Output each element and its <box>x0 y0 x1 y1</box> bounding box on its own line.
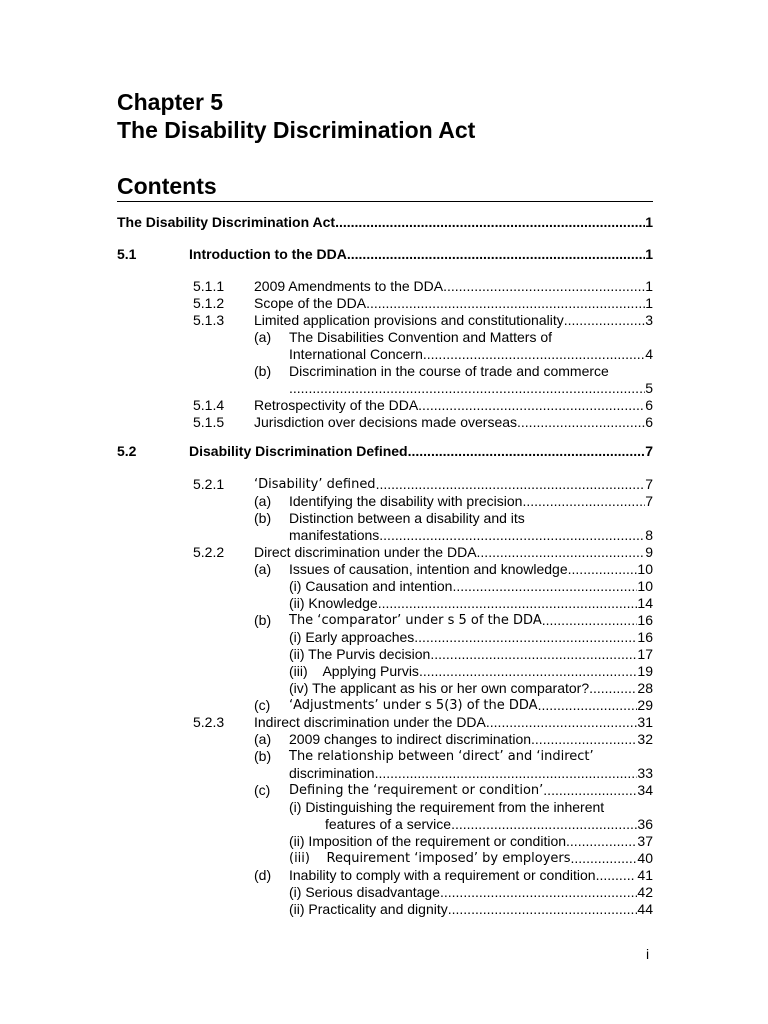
toc-page: 6 <box>645 397 653 413</box>
contents-heading: Contents <box>117 173 217 199</box>
toc-entry[interactable] <box>289 595 653 612</box>
toc-number: 5.1 <box>117 246 137 262</box>
toc-title: The Disability Discrimination Act <box>117 214 336 230</box>
toc-entry[interactable] <box>117 214 653 231</box>
chapter-title <box>117 88 475 144</box>
toc-page: 37 <box>637 833 653 849</box>
toc-title: Direct discrimination under the DDA <box>254 544 477 560</box>
toc-title: (ii) Knowledge <box>289 595 378 611</box>
toc-number: 5.2.1 <box>193 476 225 492</box>
toc-page: 28 <box>637 680 653 696</box>
toc-number: 5.2.2 <box>193 544 225 560</box>
toc-title: Indirect discrimination under the DDA <box>254 714 486 730</box>
toc-entry[interactable] <box>254 765 653 782</box>
toc-page: 16 <box>637 629 653 645</box>
toc-page: 7 <box>645 493 653 509</box>
toc-entry[interactable] <box>289 799 653 816</box>
toc-title: International Concern <box>289 346 423 362</box>
toc-page: 5 <box>645 380 653 396</box>
toc-entry[interactable] <box>289 578 653 595</box>
toc-page: 1 <box>645 246 653 262</box>
toc-title: (ii) Imposition of the requirement or condition <box>289 833 567 849</box>
toc-page: 3 <box>645 312 653 328</box>
toc-title: The relationship between ‘direct’ and ‘indirect’ <box>289 749 594 764</box>
toc-page: 31 <box>637 714 653 730</box>
toc-title: 2009 changes to indirect discrimination <box>289 731 532 747</box>
toc-title: Disability Discrimination Defined <box>189 443 408 459</box>
toc-entry[interactable] <box>254 493 653 510</box>
toc-number: (c) <box>254 782 271 798</box>
toc-page: 36 <box>637 816 653 832</box>
toc-entry[interactable] <box>289 816 653 833</box>
toc-page: 1 <box>645 295 653 311</box>
toc-entry[interactable] <box>289 680 653 697</box>
toc-entry[interactable] <box>117 443 653 460</box>
toc-entry[interactable] <box>289 646 653 663</box>
toc-entry[interactable] <box>254 612 653 629</box>
toc-number: (d) <box>254 867 272 883</box>
toc-entry[interactable] <box>193 414 653 431</box>
toc-number: 5.1.5 <box>193 414 225 430</box>
toc-entry[interactable] <box>289 850 653 867</box>
toc-number: (b) <box>254 748 272 764</box>
toc-title: The ‘comparator’ under s 5 of the DDA <box>289 613 542 628</box>
toc-page: 4 <box>645 346 653 362</box>
toc-title: Retrospectivity of the DDA <box>254 397 419 413</box>
toc-title: discrimination <box>289 765 375 781</box>
toc-number: (a) <box>254 561 272 577</box>
chapter-name: The Disability Discrimination Act <box>117 117 476 143</box>
toc-page: 7 <box>645 443 653 459</box>
toc-title: (ii) The Purvis decision <box>289 646 431 662</box>
toc-title: Issues of causation, intention and knowledge <box>289 561 568 577</box>
chapter-number: Chapter 5 <box>117 89 224 115</box>
toc-entry[interactable] <box>289 629 653 646</box>
toc-entry[interactable] <box>193 544 653 561</box>
toc-number: 5.1.1 <box>193 278 225 294</box>
toc-page: 7 <box>645 476 653 492</box>
toc-entry[interactable] <box>193 278 653 295</box>
toc-title: features of a service <box>325 816 452 832</box>
toc-title: Jurisdiction over decisions made overseas <box>254 414 518 430</box>
toc-page: 33 <box>637 765 653 781</box>
toc-title: Scope of the DDA <box>254 295 367 311</box>
toc-page: 41 <box>637 867 653 883</box>
toc-number: 5.2.3 <box>193 714 225 730</box>
toc-page: 19 <box>637 663 653 679</box>
toc-page: 1 <box>645 278 653 294</box>
toc-title: (i) Early approaches <box>289 629 415 645</box>
toc-entry[interactable] <box>254 510 653 527</box>
toc-page: 40 <box>637 850 653 866</box>
toc-title: (iv) The applicant as his or her own comparator? <box>289 680 590 696</box>
toc-entry[interactable] <box>254 380 653 397</box>
toc-page: 42 <box>637 884 653 900</box>
toc-number: 5.1.4 <box>193 397 225 413</box>
toc-title: ‘Disability’ defined <box>254 477 376 492</box>
toc-number: 5.2 <box>117 443 137 459</box>
toc-title: The Disabilities Convention and Matters of <box>289 329 553 345</box>
toc-entry[interactable] <box>193 295 653 312</box>
toc-number: 5.1.2 <box>193 295 225 311</box>
toc-title: 2009 Amendments to the DDA <box>254 278 444 294</box>
toc-entry[interactable] <box>193 476 653 493</box>
toc-entry[interactable] <box>254 867 653 884</box>
toc-page: 10 <box>637 561 653 577</box>
toc-title: Limited application provisions and constitutionality <box>254 312 564 328</box>
toc-number: (b) <box>254 510 272 526</box>
toc-title: ‘Adjustments’ under s 5(3) of the DDA <box>289 698 538 713</box>
toc-entry[interactable] <box>289 884 653 901</box>
toc-number: 5.1.3 <box>193 312 225 328</box>
toc-page: 6 <box>645 414 653 430</box>
toc-number: (c) <box>254 697 271 713</box>
toc-entry[interactable] <box>254 561 653 578</box>
toc-entry[interactable] <box>254 329 653 346</box>
toc-page: 9 <box>645 544 653 560</box>
toc-entry[interactable] <box>254 346 653 363</box>
toc-entry[interactable] <box>254 527 653 544</box>
toc-entry[interactable] <box>254 697 653 714</box>
toc-entry[interactable] <box>254 748 653 765</box>
toc-title: manifestations <box>289 527 380 543</box>
toc-title: Defining the ‘requirement or condition’ <box>289 783 544 798</box>
contents-rule <box>117 201 653 202</box>
toc-number: (a) <box>254 329 272 345</box>
toc-page: 16 <box>637 612 653 628</box>
toc-number: (a) <box>254 731 272 747</box>
toc-entry[interactable] <box>254 782 653 799</box>
toc-title: Identifying the disability with precision <box>289 493 523 509</box>
toc-entry[interactable] <box>117 246 653 263</box>
toc-number: (a) <box>254 493 272 509</box>
toc-page: 34 <box>637 782 653 798</box>
toc-title: Distinction between a disability and its <box>289 510 525 526</box>
toc-title: Inability to comply with a requirement or condition <box>289 867 596 883</box>
toc-page: 1 <box>645 214 653 230</box>
toc-entry[interactable] <box>193 397 653 414</box>
page-number: i <box>646 946 650 962</box>
toc-title: (i) Serious disadvantage <box>289 884 440 900</box>
toc-number: (b) <box>254 363 272 379</box>
toc-entry[interactable] <box>254 363 653 380</box>
toc-entry[interactable] <box>289 901 653 918</box>
toc-title: (i) Distinguishing the requirement from the inherent <box>289 799 605 815</box>
toc-title: Introduction to the DDA <box>189 246 347 262</box>
toc-title: Discrimination in the course of trade and commerce <box>289 363 609 379</box>
toc-entry[interactable] <box>193 312 653 329</box>
toc-page: 10 <box>637 578 653 594</box>
toc-page: 44 <box>637 901 653 917</box>
toc-page: 29 <box>637 697 653 713</box>
toc-title: (ii) Practicality and dignity <box>289 901 448 917</box>
toc-number: (b) <box>254 612 272 628</box>
toc-entry[interactable] <box>254 731 653 748</box>
toc-entry[interactable] <box>289 663 653 680</box>
toc-title: (iii) Applying Purvis <box>289 663 419 679</box>
toc-page: 8 <box>645 527 653 543</box>
toc-page: 14 <box>637 595 653 611</box>
toc-title: (iii) Requirement ‘imposed’ by employers <box>289 851 571 866</box>
toc-entry[interactable] <box>193 714 653 731</box>
toc-title: (i) Causation and intention <box>289 578 453 594</box>
toc-page: 17 <box>637 646 653 662</box>
toc-page: 32 <box>637 731 653 747</box>
toc-entry[interactable] <box>289 833 653 850</box>
